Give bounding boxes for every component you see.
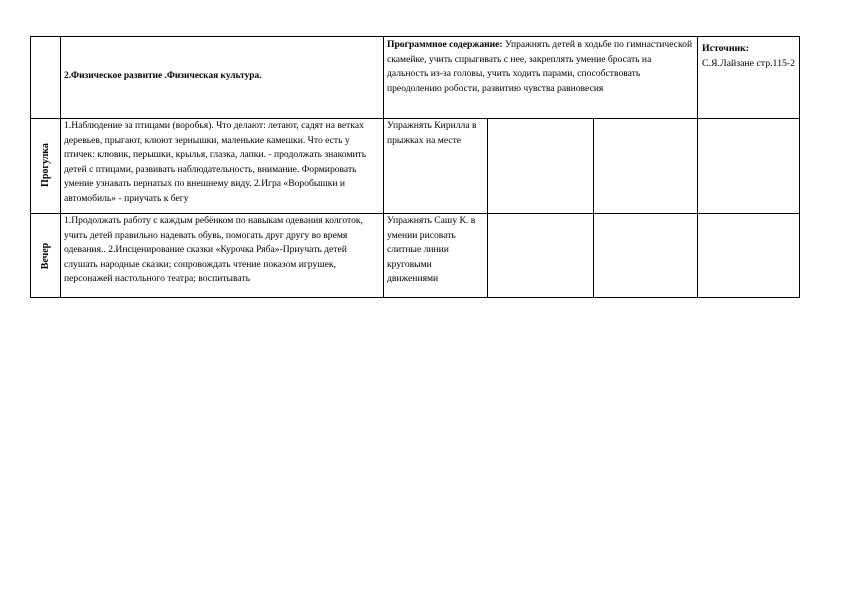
activity-cell-walk: 1.Наблюдение за птицами (воробья). Что делают: летают, садят на ветках деревьев, прыгают, клюют зернышки, маленькие камешки. Что есть у птичек: клювик, перышки, крылья, глазка, лапки. - продолжать знакомить детей с птицами, развивать наблюдательность, внимание. Формировать умение узнавать пернатых по внешнему виду. 2.Игра «Воробышки и автомобиль» - приучать к бегу: [64, 120, 367, 204]
program-label: Программное содержание:: [387, 39, 503, 50]
individual-cell-walk: Упражнять Кирилла в прыжках на месте: [387, 120, 477, 146]
source-column-divider: [697, 36, 698, 298]
topic-title: 2.Физическое развитие .Физическая культура.: [64, 71, 262, 81]
activity-cell-evening: 1.Продолжать работу с каждым ребёнком по навыкам одевания колготок, учить детей правильно надевать обувь, помогать друг другу во время одевания.. 2.Инсценирование сказки «Курочка Ряба»-Приучать детей слушать народные сказки; сопровождать чтение показом игрушек, персонажей настольного театра; воспитывать: [64, 215, 363, 285]
section-column-divider: [60, 36, 61, 298]
activity-column-divider: [383, 36, 384, 298]
individual-cell-evening: Упражнять Сашу К. в умении рисовать слитные линии круговыми движениями: [387, 215, 476, 285]
source-text: С.Я.Лайзане стр.115-2: [702, 57, 796, 69]
program-content: [387, 38, 693, 118]
program-text: Упражнять детей в ходьбе по гимнастической скамейке, учить спрыгивать с нее, закреплять умение бросать на дальность из-за головы, учить ходить парами, способствовать преодолению робости, развитию чувства равновесия: [387, 39, 693, 94]
table-border-top: [30, 36, 799, 37]
column-divider-4: [593, 118, 594, 298]
section-label-evening: Вечер: [40, 242, 51, 270]
section-cell-walk: [31, 119, 60, 213]
section-cell-evening: [31, 214, 60, 297]
source-cell: [702, 42, 796, 71]
source-label: Источник:: [702, 43, 750, 54]
table-border-right: [799, 36, 800, 298]
individual-column-divider: [487, 118, 488, 298]
section-label-walk: Прогулка: [40, 143, 51, 187]
table-border-bottom: [30, 297, 799, 298]
